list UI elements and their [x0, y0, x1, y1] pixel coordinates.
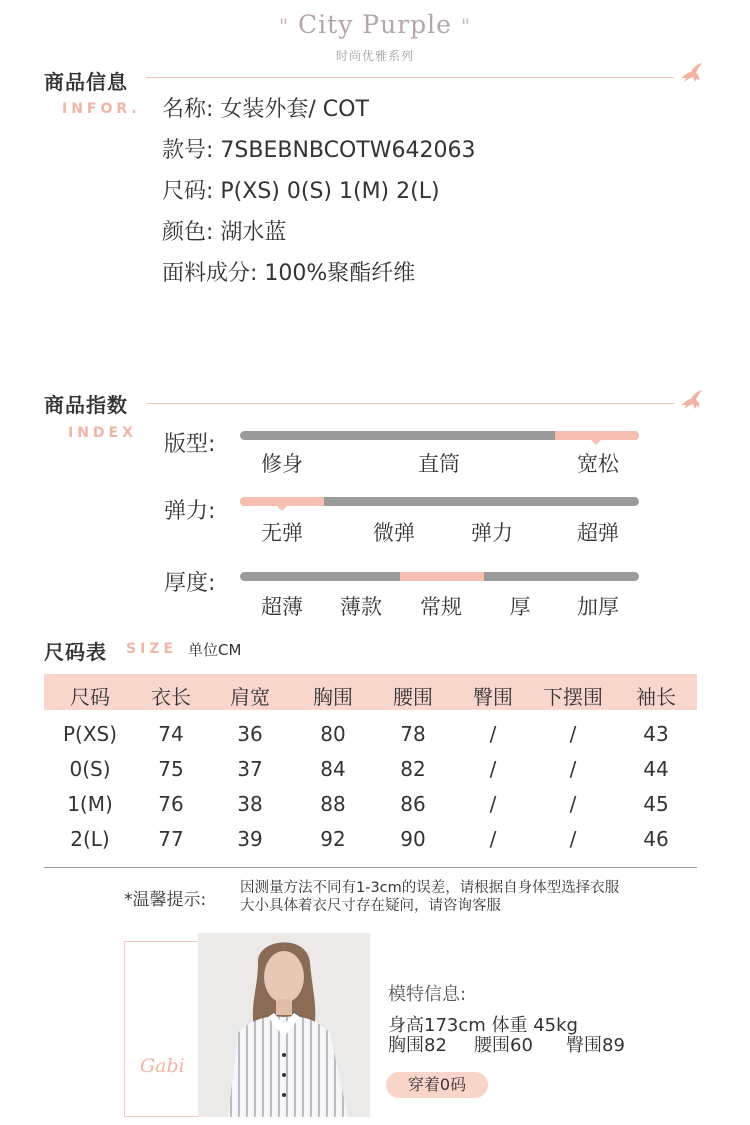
- info-style: 款号: 7SBEBNBCOTW642063: [162, 138, 476, 163]
- table-cell: 38: [237, 792, 263, 816]
- thickness-highlight: [400, 572, 484, 581]
- pegasus-icon: [678, 387, 704, 413]
- table-cell: /: [489, 722, 497, 746]
- thickness-label: 厚度:: [164, 571, 216, 596]
- elasticity-bar: [240, 497, 639, 506]
- quote-close: ": [460, 14, 472, 38]
- fit-option: 直筒: [418, 452, 460, 476]
- col-header: 袖长: [636, 685, 676, 709]
- table-cell: 80: [320, 722, 346, 746]
- table-cell: /: [489, 792, 497, 816]
- table-cell: 0(S): [69, 757, 111, 781]
- table-cell: 46: [643, 827, 669, 851]
- table-cell: /: [489, 757, 497, 781]
- table-cell: 43: [643, 722, 669, 746]
- brand-subtitle: 时尚优雅系列: [335, 49, 414, 63]
- table-cell: 39: [237, 827, 263, 851]
- table-cell: P(XS): [62, 722, 118, 746]
- quote-open: ": [278, 14, 290, 38]
- note-line-2: 大小具体着衣尺寸存在疑问，请咨询客服: [240, 898, 501, 914]
- thickness-option: 薄款: [340, 595, 382, 619]
- index-title: 商品指数: [44, 393, 128, 417]
- table-cell: /: [489, 827, 497, 851]
- thickness-bar: [240, 572, 639, 581]
- model-waist: 腰围60: [474, 1035, 533, 1056]
- thickness-option: 厚: [509, 595, 531, 619]
- size-unit: 单位CM: [188, 641, 242, 659]
- table-cell: 1(M): [67, 792, 113, 816]
- elasticity-option: 超弹: [577, 521, 619, 545]
- divider: [146, 77, 674, 78]
- info-sizes: 尺码: P(XS) 0(S) 1(M) 2(L): [162, 179, 440, 204]
- table-cell: 44: [643, 757, 669, 781]
- elasticity-option: 无弹: [261, 521, 303, 545]
- table-cell: 90: [400, 827, 426, 851]
- model-hip: 臀围89: [566, 1035, 625, 1056]
- table-cell: 92: [320, 827, 346, 851]
- note-label: *温馨提示:: [124, 890, 207, 910]
- size-title-en: SIZE: [126, 641, 178, 657]
- index-title-en: INDEX: [68, 425, 137, 441]
- elasticity-option: 微弹: [373, 521, 415, 545]
- col-header: 衣长: [151, 685, 191, 709]
- info-title: 商品信息: [44, 70, 128, 94]
- table-cell: 77: [158, 827, 184, 851]
- pegasus-icon: [678, 60, 704, 86]
- fit-label: 版型:: [164, 432, 216, 457]
- table-bottom-line: [44, 867, 697, 868]
- thickness-option: 加厚: [577, 595, 619, 619]
- divider: [146, 403, 674, 404]
- fit-option: 修身: [261, 452, 303, 476]
- elasticity-pointer: [276, 505, 288, 511]
- info-fabric: 面料成分: 100%聚酯纤维: [162, 261, 416, 286]
- info-title-en: INFOR.: [62, 101, 141, 117]
- thickness-option: 超薄: [261, 595, 303, 619]
- table-cell: 76: [158, 792, 184, 816]
- table-cell: 84: [320, 757, 346, 781]
- table-cell: 75: [158, 757, 184, 781]
- size-title: 尺码表: [44, 640, 107, 664]
- table-cell: /: [569, 827, 577, 851]
- fit-bar: [240, 431, 639, 440]
- model-photo: [198, 933, 370, 1117]
- col-header: 下摆围: [543, 685, 603, 709]
- elasticity-label: 弹力:: [164, 499, 216, 524]
- col-header: 尺码: [70, 685, 110, 709]
- table-cell: /: [569, 792, 577, 816]
- info-name: 名称: 女装外套/ COT: [162, 97, 369, 122]
- table-cell: 2(L): [70, 827, 110, 851]
- col-header: 肩宽: [230, 685, 270, 709]
- model-info-title: 模特信息:: [388, 984, 467, 1005]
- wearing-size-badge: 穿着0码: [386, 1072, 488, 1098]
- model-height-weight: 身高173cm 体重 45kg: [388, 1015, 578, 1036]
- model-bust: 胸围82: [388, 1035, 447, 1056]
- thickness-option: 常规: [420, 595, 462, 619]
- table-cell: /: [569, 722, 577, 746]
- note-line-1: 因测量方法不同有1-3cm的误差，请根据自身体型选择衣服: [240, 880, 620, 896]
- fit-option: 宽松: [577, 452, 619, 476]
- table-cell: 36: [237, 722, 263, 746]
- model-name: Gabi: [140, 1055, 185, 1077]
- brand-name: City Purple: [298, 10, 452, 39]
- elasticity-option: 弹力: [471, 521, 513, 545]
- table-cell: 82: [400, 757, 426, 781]
- table-cell: /: [569, 757, 577, 781]
- brand-title: [0, 10, 750, 39]
- table-cell: 88: [320, 792, 346, 816]
- col-header: 胸围: [313, 685, 353, 709]
- table-cell: 78: [400, 722, 426, 746]
- col-header: 腰围: [393, 685, 433, 709]
- table-cell: 37: [237, 757, 263, 781]
- info-color: 颜色: 湖水蓝: [162, 220, 287, 245]
- table-cell: 86: [400, 792, 426, 816]
- table-cell: 74: [158, 722, 184, 746]
- fit-pointer: [590, 439, 602, 445]
- table-cell: 45: [643, 792, 669, 816]
- col-header: 臀围: [473, 685, 513, 709]
